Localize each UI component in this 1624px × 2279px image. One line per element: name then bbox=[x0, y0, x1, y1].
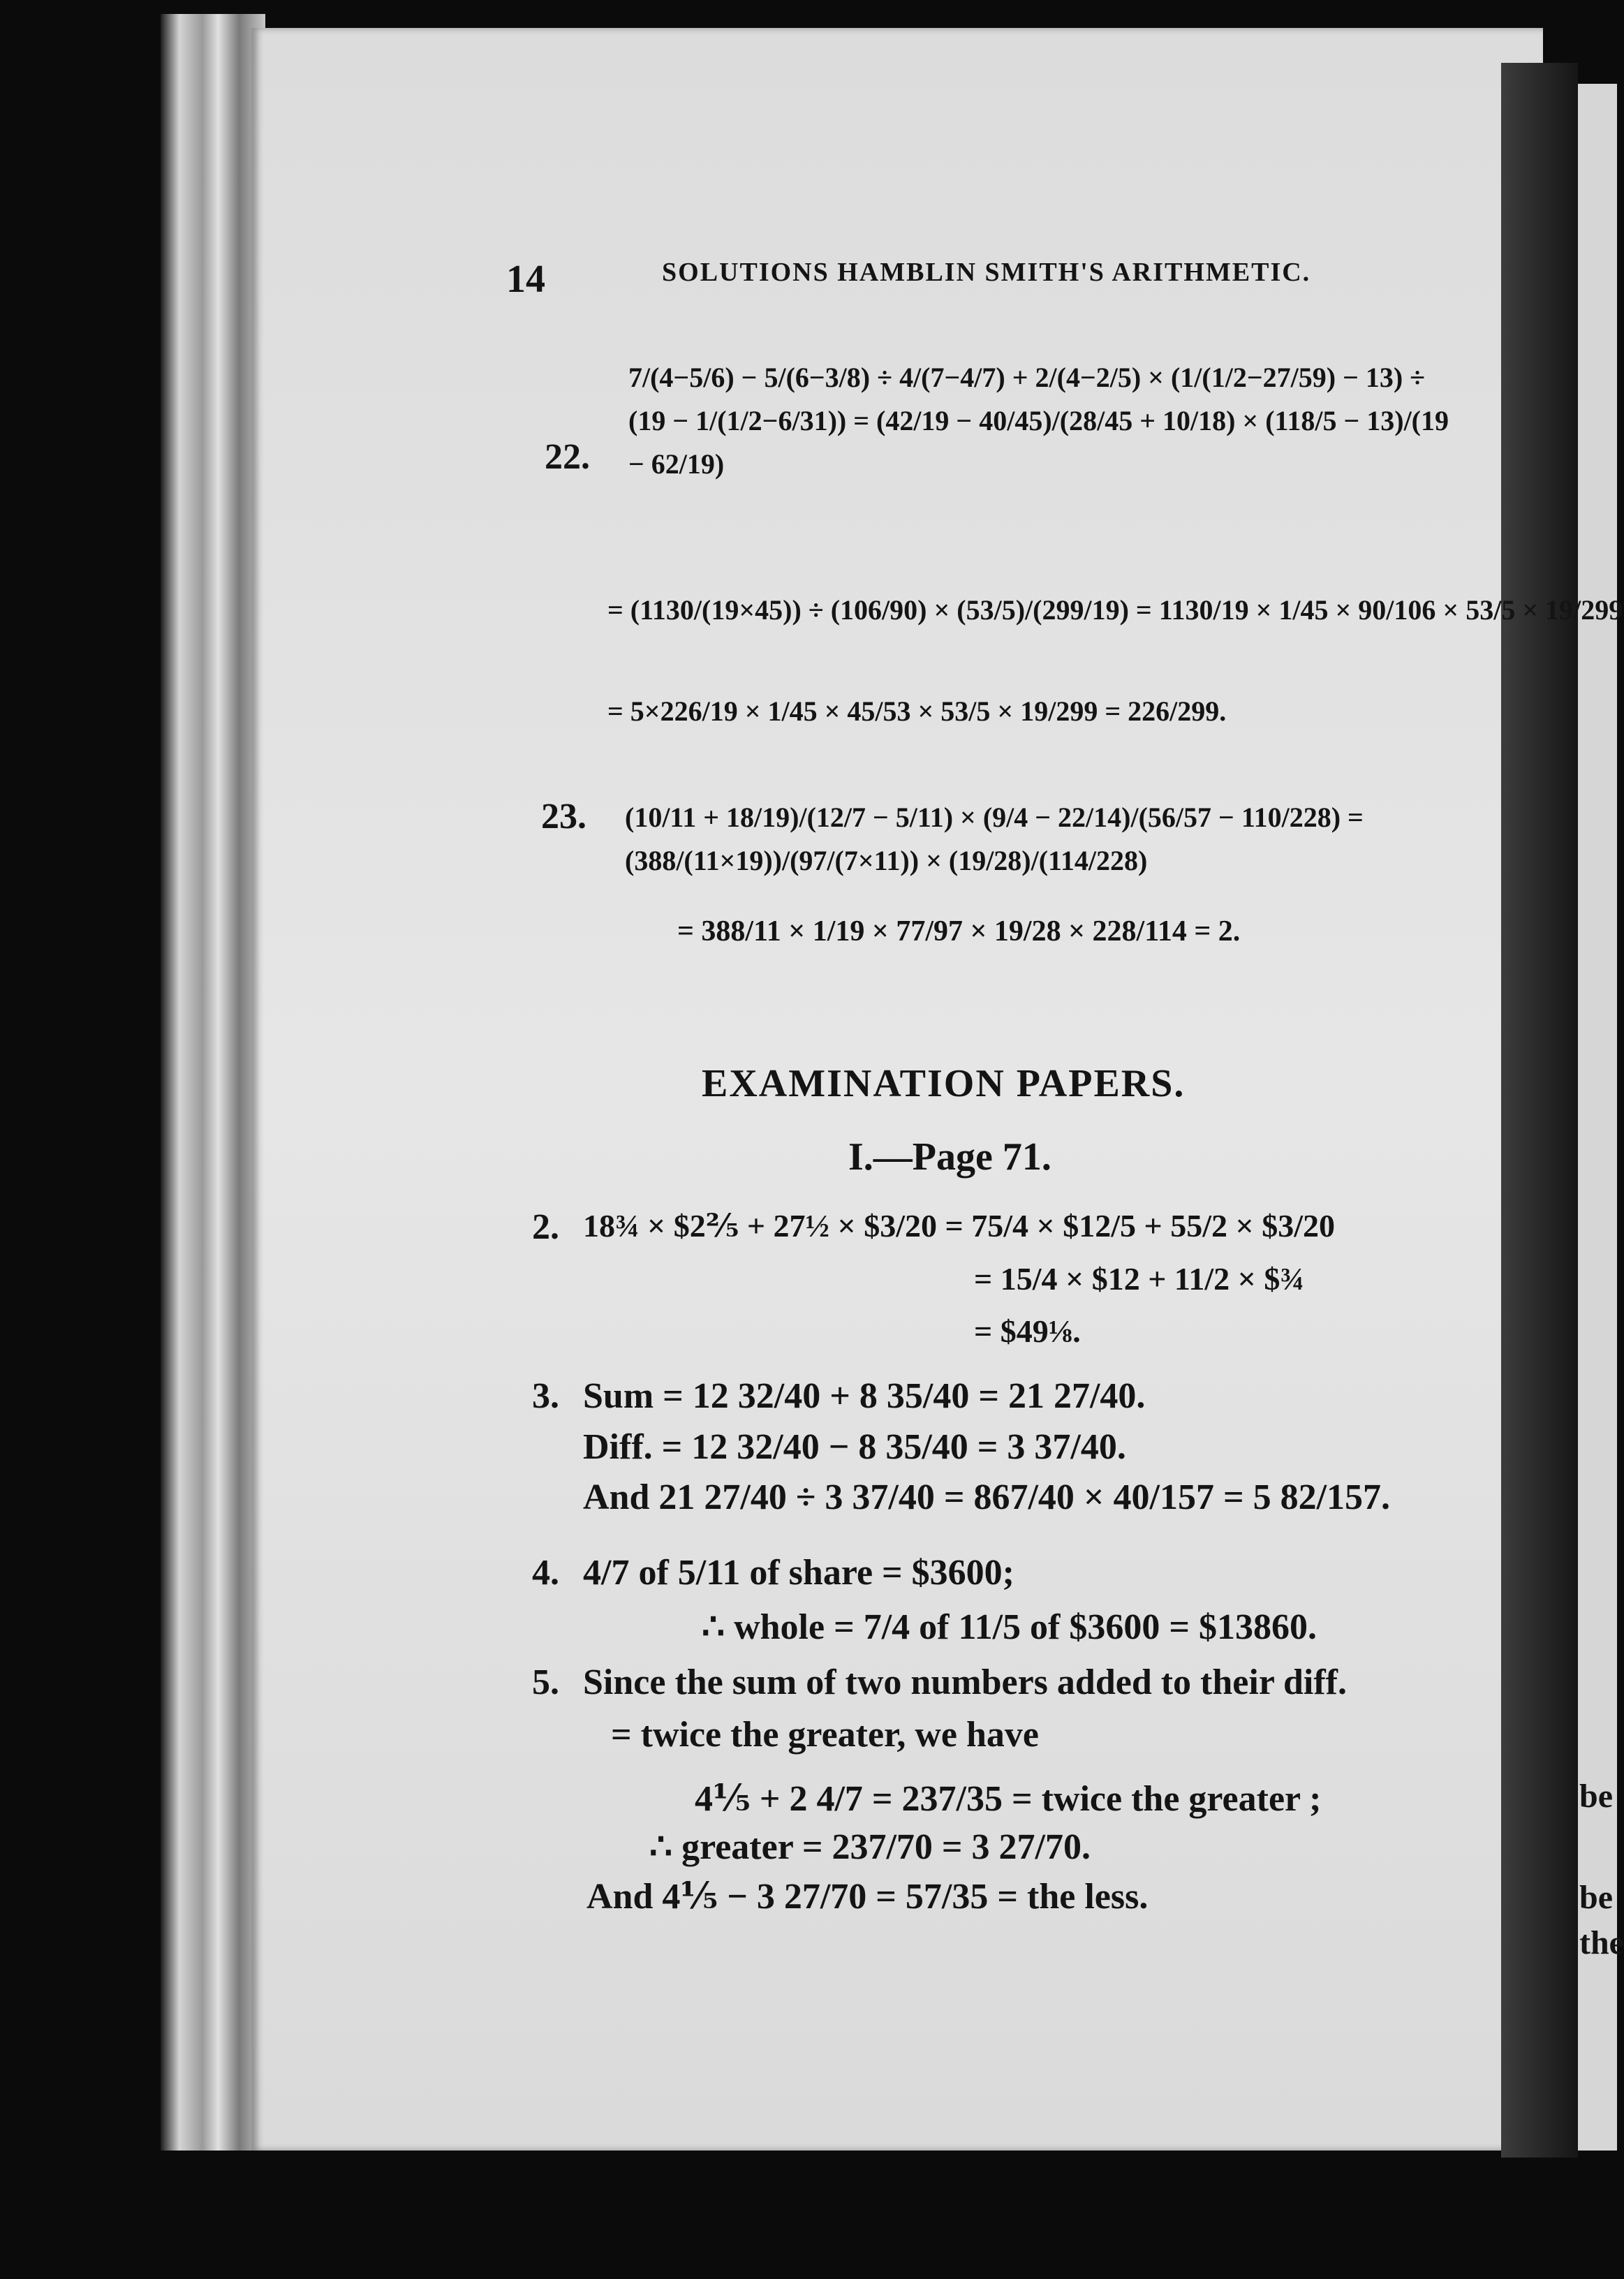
solution-line: = 15/4 × $12 + 11/2 × $¾ bbox=[974, 1261, 1304, 1297]
solution-line: = $49⅛. bbox=[974, 1313, 1081, 1349]
equation-line: = 388/11 × 1/19 × 77/97 × 19/28 × 228/114 = 2. bbox=[677, 915, 1241, 947]
equation-line: 7/(4−5/6) − 5/(6−3/8) ÷ 4/(7−4/7) + 2/(4−2/5) × (1/(1/2−27/59) − 13) ÷ (19 − 1/(1/2−6/31)) = (42/19 − 40/45)/(28/45 + 10/18) × (118/5 − 13)/(19 − 62/19) bbox=[628, 362, 1449, 480]
solution-line: Since the sum of two numbers added to their diff. bbox=[583, 1662, 1347, 1702]
running-title: SOLUTIONS HAMBLIN SMITH'S ARITHMETIC. bbox=[662, 258, 1311, 287]
problem-number: 5. bbox=[532, 1662, 559, 1702]
section-heading: EXAMINATION PAPERS. bbox=[702, 1062, 1186, 1105]
next-page-fragment: be bbox=[1579, 1879, 1613, 1916]
solution-line: ∴ whole = 7/4 of 11/5 of $3600 = $13860. bbox=[702, 1607, 1317, 1647]
page-number: 14 bbox=[506, 258, 545, 301]
equation-line: = 5×226/19 × 1/45 × 45/53 × 53/5 × 19/299 = 226/299. bbox=[607, 695, 1227, 727]
equation-line: = (1130/(19×45)) ÷ (106/90) × (53/5)/(299/19) = 1130/19 × 1/45 × 90/106 × 53/5 × 19/299 bbox=[607, 594, 1623, 626]
book-spine-edge bbox=[161, 14, 265, 2151]
solution-line: Sum = 12 32/40 + 8 35/40 = 21 27/40. bbox=[583, 1376, 1146, 1416]
solution-line: 4/7 of 5/11 of share = $3600; bbox=[583, 1553, 1014, 1593]
page-gutter-shadow bbox=[1501, 63, 1578, 2158]
problem-number: 4. bbox=[532, 1553, 559, 1593]
problem-number: 3. bbox=[532, 1376, 559, 1416]
next-page-fragment: the bbox=[1579, 1924, 1624, 1961]
problem-number: 23. bbox=[541, 797, 586, 836]
solution-line: And 4⅕ − 3 27/70 = 57/35 = the less. bbox=[586, 1877, 1149, 1917]
equation-line: (10/11 + 18/19)/(12/7 − 5/11) × (9/4 − 22/14)/(56/57 − 110/228) = (388/(11×19))/(97/(7×11)) × (19/28)/(114/228) bbox=[625, 802, 1364, 876]
paper-heading: I.—Page 71. bbox=[848, 1135, 1051, 1179]
next-page-fragment: be bbox=[1579, 1778, 1613, 1815]
solution-line: 4⅕ + 2 4/7 = 237/35 = twice the greater ; bbox=[695, 1779, 1322, 1819]
solution-line: And 21 27/40 ÷ 3 37/40 = 867/40 × 40/157 = 5 82/157. bbox=[583, 1477, 1391, 1517]
solution-line: 18¾ × $2⅖ + 27½ × $3/20 = 75/4 × $12/5 + 55/2 × $3/20 bbox=[583, 1208, 1336, 1244]
next-page-edge bbox=[1578, 84, 1617, 2151]
solution-line: ∴ greater = 237/70 = 3 27/70. bbox=[649, 1827, 1091, 1867]
solution-line: = twice the greater, we have bbox=[611, 1715, 1039, 1755]
solution-line: Diff. = 12 32/40 − 8 35/40 = 3 37/40. bbox=[583, 1427, 1126, 1467]
problem-number: 2. bbox=[532, 1207, 559, 1247]
problem-number: 22. bbox=[545, 437, 590, 477]
